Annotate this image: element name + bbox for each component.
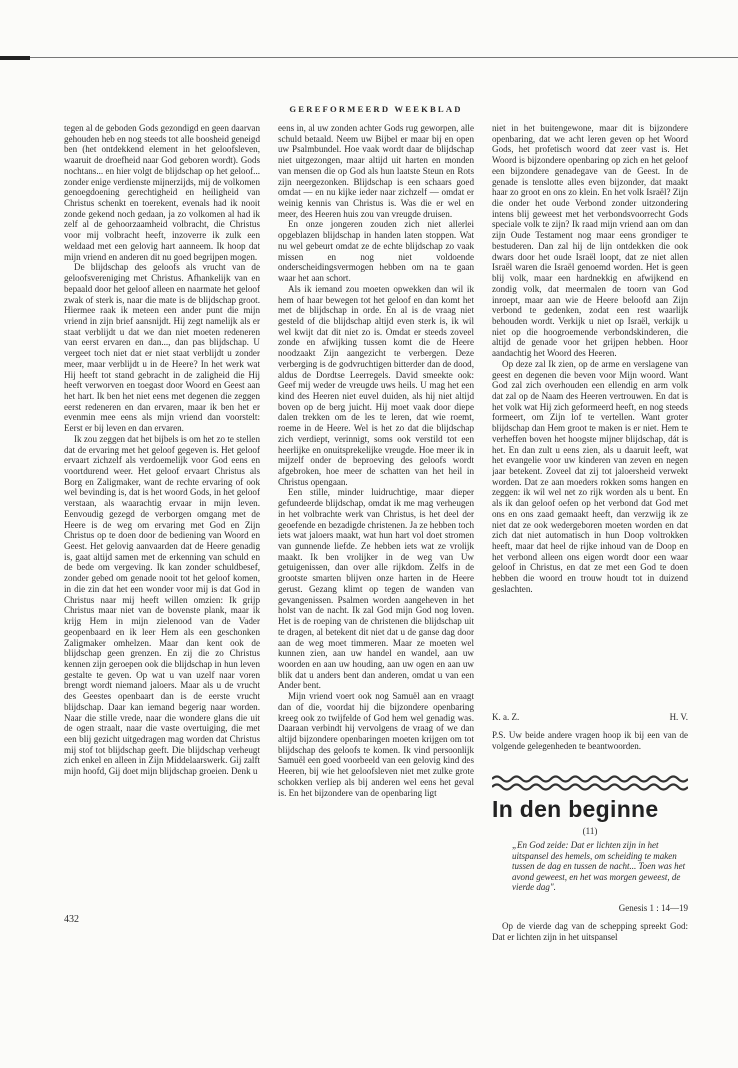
section-body: Op de vierde dag van de schepping spreekt God: Dat er lichten zijn in het uitspansel bbox=[492, 921, 688, 942]
paragraph: niet in het buitengewone, maar dit is bijzondere openbaring, dat we acht leren geven op het Woord Gods, het profetisch woord dat zeer vast is. Het Woord is bijzondere openbaring op zich en het geloof een bijzondere genadegave van de Geest. In de genade is tenslotte alles even bijzonder, dat maakt haar zo groot en ons zo klein. En het volk Israël? Zijn die onder het oude Verbond zonder uitzondering intens blij geweest met het verbondsvoorrecht Gods speciale volk te zijn? Ik raad mijn vriend aan om dan zijn Oude Testament nog maar eens grondiger te bestuderen. Dan zal hij de lijn ontdekken die ook dwars door het oude Israël loopt, dat ze niet allen Israël waren die Israël genoemd worden. Het is geen blij volk, maar een hardnekkig en afwijkend en zondig volk, dat meermalen de toorn van God inroept, maar aan wie de Heere beloofd aan Zijn verbond te gedenken, zodat een rest waarlijk behouden wordt. Verkijk u niet op Israël, verkijk u niet op die hoogroemende verbondskinderen, die altijd de genade voor het grijpen hebben. Hoor aandachtig het Woord des Heeren. bbox=[492, 123, 688, 359]
postscript: P.S. Uw beide andere vragen hoop ik bij een van de volgende gelegenheden te beantwoorden. bbox=[492, 730, 688, 751]
paragraph: Mijn vriend voert ook nog Samuël aan en vraagt dan of die, voordat hij die bijzondere openbaring kreeg ook zo twijfelde of God hem wel genadig was. Daaraan verbindt hij vervolgens de vraag of we dan altijd bijzondere openbaringen moeten krijgen om tot blijdschap des geloofs te komen. Ik vind persoonlijk Samuël een goed voorbeeld van een gelovig kind des Heeren, bij wie het geloofsleven niet met zulke grote schokken verliep als bij anderen wel eens het geval is. En het bijzondere van de openbaring ligt bbox=[278, 691, 474, 798]
paragraph: Een stille, minder luidruchtige, maar dieper gefundeerde blijdschap, omdat ik me mag verheugen in het volbrachte werk van Christus, is het deel der geoefende en bezadigde christenen. Ja ze hebben toch iets wat jaloers maakt, wat hun hart vol doet stromen van gunnende liefde. Ze hebben iets wat ze vrolijk maakt. Ik ben vrolijker in de weg van Uw getuigenissen, dan over alle rijkdom. Zelfs in de grootste smarten blijven onze harten in de Heere gerust. Gezang klimt op tegen de wanden van gevangenissen. Psalmen worden aangeheven in het holst van de nacht. Ik zal God mijn God nog loven. Het is de roeping van de christenen die blijdschap uit te dragen, al betekent dit niet dat u de ganse dag door aan de weg moet timmeren. Maar ze moeten wel kunnen zien, aan uw handel en wandel, aan uw woorden en aan uw houding, aan uw ogen en aan uw blik dat u anders bent dan anderen, omdat u van een Ander bent. bbox=[278, 487, 474, 691]
paragraph: De blijdschap des geloofs als vrucht van de geloofsvereniging met Christus. Afhankelijk van en bepaald door het geloof alleen en naarmate het geloof zwak of sterk is, naar die mate is de blijdschap groot. Hiermee raak ik meteen een ander punt die mijn vriend in zijn brief aansnijdt. Hij zegt namelijk als er staat verblijdt u dat we dan niet moeten redeneren van eerst ervaren en dan..., dan pas blijdschap. U vergeet toch niet dat er niet staat verblijdt u zonder meer, maar verblijdt u in de Heere? In het werk wat Hij heeft tot stand gebracht in de zaligheid die Hij heeft verworven en toegast door Woord en Geest aan het hart. Ik ben het niet eens met degenen die zeggen eerst redeneren en dan ervaren, maar ik ben het er evenmin mee eens als mijn vriend dan voorstelt: Eerst er bij leven en dan ervaren. bbox=[64, 262, 260, 434]
paragraph: En onze jongeren zouden zich niet allerlei opgeblazen blijdschap in handen laten stoppen. Wat nu wel gebeurt omdat ze de echte blijdschap zo vaak missen en nog niet voldoende onderscheidingsvermogen hebben om na te gaan waar het aan schort. bbox=[278, 219, 474, 284]
signature-right: H. V. bbox=[669, 712, 688, 722]
paragraph: eens in, al uw zonden achter Gods rug geworpen, alle schuld betaald. Neem uw Bijbel er maar bij en open uw Psalmbundel. Hoe vaak wordt daar de blijdschap niet uitgezongen, maar altijd uit harten en monden van mensen die op God als hun laatste Steun en Rots zijn neergezonken. Blijdschap is een schaars goed omdat — en nu kijke ieder naar zichzelf — omdat er weinig kennis van Christus is. Was die er wel en meer, des Heeren huis zou van vreugde druisen. bbox=[278, 123, 474, 219]
column-2 bbox=[278, 123, 474, 913]
section-title: In den beginne bbox=[492, 796, 659, 822]
top-rule bbox=[0, 56, 738, 61]
scripture-quote: „En God zeide: Dat er lichten zijn in het uitspansel des hemels, om scheiding te maken tussen de dag en tussen de nacht... Toen was het avond geweest, en het was morgen geweest, de vierde dag". bbox=[512, 840, 686, 893]
signature bbox=[492, 712, 688, 722]
paragraph: tegen al de geboden Gods gezondigd en geen daarvan gehouden heb en nog steeds tot alle boosheid geneigd ben (het ontdekkend element in het geloofsleven, waaruit de droefheid naar God geboren wordt). Gods nochtans... en hier volgt de blijdschap op het geloof... zonder enige verdienste mijnerzijds, mij de volkomen genoegdoening gerechtigheid en heiligheid van Christus schenkt en toerekent, evenals had ik nooit zonde gekend noch gedaan, ja zo volkomen al had ik zelf al de gehoorzaamheid volbracht, die Christus voor mij volbracht heeft, inzoverre ik zulk een weldaad met een gelovig hart aanneem. Ik hoop dat mijn vriend en anderen dit nu goed begrijpen mogen. bbox=[64, 123, 260, 262]
paragraph: Op deze zal Ik zien, op de arme en verslagene van geest en degenen die beven voor Mijn woord. Want God zal zich overhouden een ellendig en arm volk dat zal op de Naam des Heeren vertrouwen. En dat is het volk wat Hij zich geformeerd heeft, en nog steeds formeert, om Zijn lof te vertellen. Want groter blijdschap dan Hem groot te maken is er niet. Hem te verheffen boven het hoogste mijner blijdschap, dát is het. En dan zult u eens zien, als u daaruit leeft, wat het evangelie voor uw kinderen van zeven en negen jaar betekent. Zoveel dat zij tot jaloersheid verwekt worden. Dat ze aan moeders rokken soms hangen en zeggen: ik wil wel net zo rijk worden als u bent. En als ik dan geloof oefen op het verbond dat God met ons en ons zaad gemaakt heeft, dan verzwijg ik ze niet dat ze ook wedergeboren moeten worden en dat zich dat niet automatisch in hun Doop voltrokken heeft, maar dat heel de rijke inhoud van de Doop en het verbond alleen ons eigen wordt door een waar geloof in Christus, en dat ze met een God te doen hebben die woord en trouw houdt tot in duizend geslachten. bbox=[492, 358, 688, 594]
top-rule-thick bbox=[0, 56, 30, 60]
paragraph: Als ik iemand zou moeten opwekken dan wil ik hem of haar bewegen tot het geloof en dan komt het met de blijdschap in orde. En al is de vraag niet gesteld of die blijdschap altijd even sterk is, ik wil wel kwijt dat dit niet zo is. Omdat er steeds zoveel zonde en afwijking tussen komt die de Heere noodzaakt Zijn aangezicht te verbergen. Deze verberging is de godvruchtigen bitterder dan de dood, aldus de Dordtse Leerregels. David smeekte ook: Geef mij weder de vreugde uws heils. U mag het een kind des Heeren niet euvel duiden, als hij niet altijd boven op de berg juicht. Hij moet vaak door diepe dalen trekken om de les te leren, dat wie roemt, roeme in de Heere. Wel is het zo dat die blijdschap zich verdiept, verinnigt, soms ook verstild tot een heerlijke en onuitsprekelijke vreugde. Hoe meer ik in mijzelf onder de beproeving des geloofs wordt afgebroken, hoe meer de schatten van het heil in Christus opengaan. bbox=[278, 283, 474, 487]
scripture-reference: Genesis 1 : 14—19 bbox=[618, 903, 688, 913]
wave-divider bbox=[492, 771, 688, 795]
signature-left: K. a. Z. bbox=[492, 712, 520, 722]
running-header: GEREFORMEERD WEEKBLAD bbox=[289, 104, 463, 114]
column-1 bbox=[64, 123, 260, 913]
top-rule-thin bbox=[30, 57, 738, 58]
column-3 bbox=[492, 123, 688, 711]
section-number: (11) bbox=[582, 826, 598, 836]
page-number: 432 bbox=[64, 914, 79, 925]
paragraph: Ik zou zeggen dat het bijbels is om het zo te stellen dat de ervaring met het geloof gegeven is. Het geloof ervaart zichzelf als verdoemelijk voor God eens en voortdurend weer. Het geloof ervaart Christus als Borg en Zaligmaker, want de rechte ervaring of ook wel bevinding is, dat is het woord Gods, in het geloof verstaan, als waarachtig ervaar in mijn leven. Eenvoudig gezegd de verborgen omgang met de Heere is de weg om ervaring met God en Zijn Christus op te doen door de bediening van Woord en Geest. Het gelovig aanvaarden dat de Heere genadig is, gaat altijd samen met de erkenning van schuld en de bede om vergeving. Ik kan zonder schuldbesef, zonder gebed om genade nooit tot het geloof komen, in die zin dat het een wonder voor mij is dat God in Christus naar mij heeft willen omzien: Ik grijp Christus maar niet van de bovenste plank, maar ik krijg Hem in mijn zielenood van de Vader geopenbaard en ik leer Hem als een geschonken Zaligmaker omhelzen. Maar dan kent ook de blijdschap geen grenzen. En zij die zo Christus kennen zijn geroepen ook die blijdschap in hun leven gestalte te geven. Op wat u van uzelf naar voren brengt wordt niemand jaloers. Maar als u de vrucht des Geestes openbaart dan is de eerste vrucht blijdschap. Daar kan iemand begerig naar worden. Naar die stille vrede, naar die wondere glans die uit de ogen straalt, naar die vaste overtuiging, die met een blij gezicht uitgedragen mag worden dat Christus mij stof tot blijdschap geeft. Die blijdschap verheugt zich enkel en alleen in Zijn Middelaarswerk. Gij zalft mijn hoofd, Gij doet mijn blijdschap groeien. Denk u bbox=[64, 433, 260, 777]
